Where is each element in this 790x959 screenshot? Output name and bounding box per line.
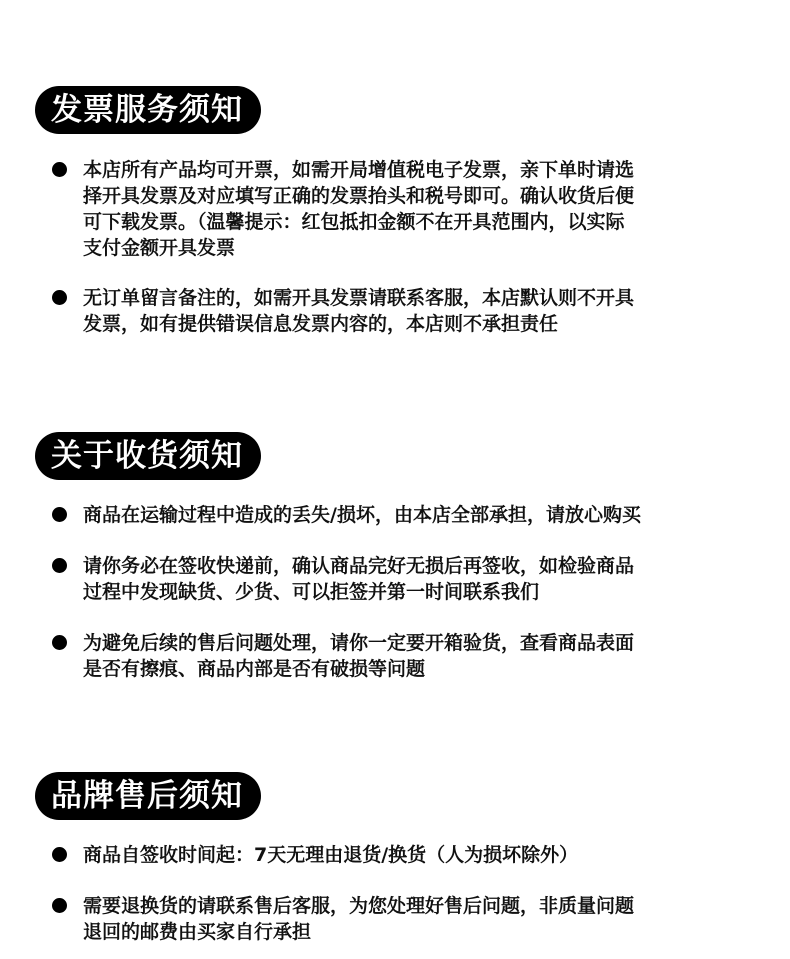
- section-title: 发票服务须知: [35, 86, 261, 134]
- bullet-icon: [52, 847, 67, 862]
- section-title: 品牌售后须知: [35, 772, 261, 820]
- bullet-icon: [52, 898, 67, 913]
- item-text: 无订单留言备注的，如需开具发票请联系客服，本店默认则不开具 发票，如有提供错误信息发票内容的，本店则不承担责任: [83, 287, 635, 335]
- item-text: 请你务必在签收快递前，确认商品完好无损后再签收，如检验商品 过程中发现缺货、少货、可以拒签并第一时间联系我们: [83, 555, 635, 603]
- bullet-icon: [52, 507, 67, 522]
- bullet-icon: [52, 290, 67, 305]
- section-title: 关于收货须知: [35, 432, 261, 480]
- item-text: 商品在运输过程中造成的丢失/损坏，由本店全部承担，请放心购买: [83, 504, 641, 526]
- bullet-icon: [52, 558, 67, 573]
- item-text: 为避免后续的售后问题处理，请你一定要开箱验货，查看商品表面 是否有擦痕、商品内部是否有破损等问题: [83, 632, 635, 680]
- item-text: 商品自签收时间起：7天无理由退货/换货（人为损坏除外）: [83, 844, 579, 866]
- item-text: 需要退换货的请联系售后客服，为您处理好售后问题，非质量问题 退回的邮费由买家自行承担: [83, 895, 635, 943]
- item-text: 本店所有产品均可开票，如需开局增值税电子发票，亲下单时请选 择开具发票及对应填写正确的发票抬头和税号即可。确认收货后便 可下载发票。（温馨提示：红包抵扣金额不在开具范围内，以实际 支付金额开具发票: [83, 159, 635, 259]
- bullet-icon: [52, 635, 67, 650]
- bullet-icon: [52, 162, 67, 177]
